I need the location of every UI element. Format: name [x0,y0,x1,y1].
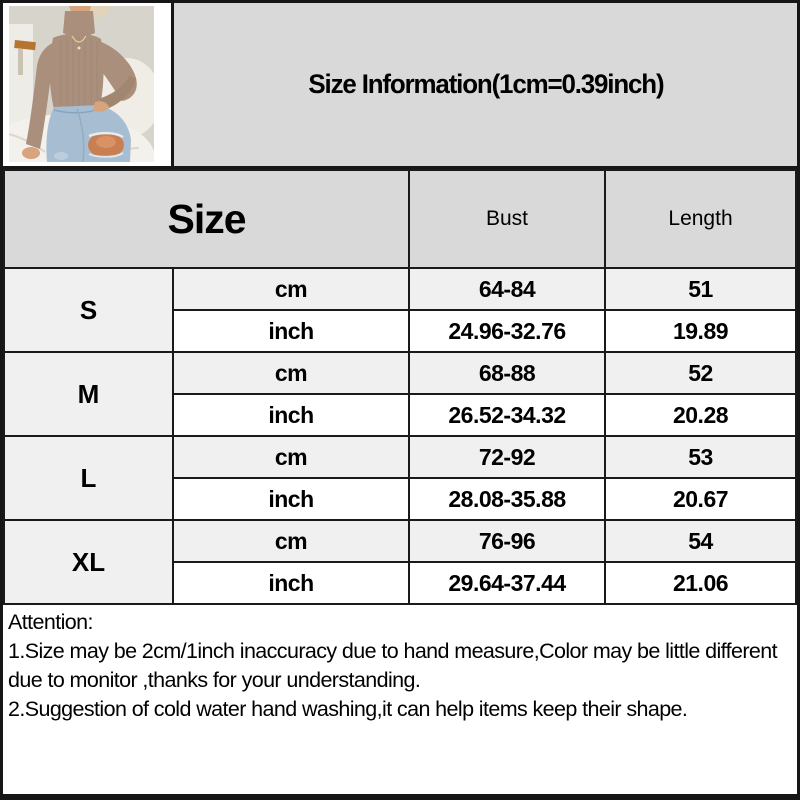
length-value-cell: 52 [605,352,796,394]
bust-value-cell: 26.52-34.32 [409,394,605,436]
unit-cell: inch [173,562,409,604]
attention-line-1: 1.Size may be 2cm/1inch inaccuracy due to hand measure,Color may be little different due to monitor ,thanks for your understanding. [8,639,778,692]
unit-cell: cm [173,268,409,310]
attention-heading: Attention: [8,610,93,634]
length-value-cell: 20.28 [605,394,796,436]
table-header-row [4,170,796,268]
size-label-l: L [4,436,173,520]
attention-note [3,605,797,794]
unit-cell: cm [173,436,409,478]
table-row [4,268,796,310]
bust-value-cell: 29.64-37.44 [409,562,605,604]
length-value-cell: 51 [605,268,796,310]
column-header-size: Size [4,170,409,268]
length-value-cell: 19.89 [605,310,796,352]
length-value-cell: 20.67 [605,478,796,520]
unit-cell: inch [173,394,409,436]
bust-value-cell: 72-92 [409,436,605,478]
unit-cell: cm [173,352,409,394]
size-table [3,169,797,605]
attention-line-2: 2.Suggestion of cold water hand washing,it can help items keep their shape. [8,697,688,721]
table-row [4,436,796,478]
unit-cell: cm [173,520,409,562]
product-photo-cell [3,3,174,166]
length-value-cell: 53 [605,436,796,478]
unit-cell: inch [173,478,409,520]
bust-value-cell: 68-88 [409,352,605,394]
length-value-cell: 54 [605,520,796,562]
bust-value-cell: 28.08-35.88 [409,478,605,520]
bust-value-cell: 24.96-32.76 [409,310,605,352]
column-header-bust: Bust [409,170,605,268]
top-band [3,3,797,169]
table-row [4,352,796,394]
page-title: Size Information(1cm=0.39inch) [307,69,664,99]
size-label-s: S [4,268,173,352]
table-row [4,520,796,562]
title-band [174,3,797,166]
bust-value-cell: 76-96 [409,520,605,562]
unit-cell: inch [173,310,409,352]
size-label-xl: XL [4,520,173,604]
column-header-length: Length [605,170,796,268]
size-label-m: M [4,352,173,436]
product-photo [9,6,154,162]
bust-value-cell: 64-84 [409,268,605,310]
length-value-cell: 21.06 [605,562,796,604]
